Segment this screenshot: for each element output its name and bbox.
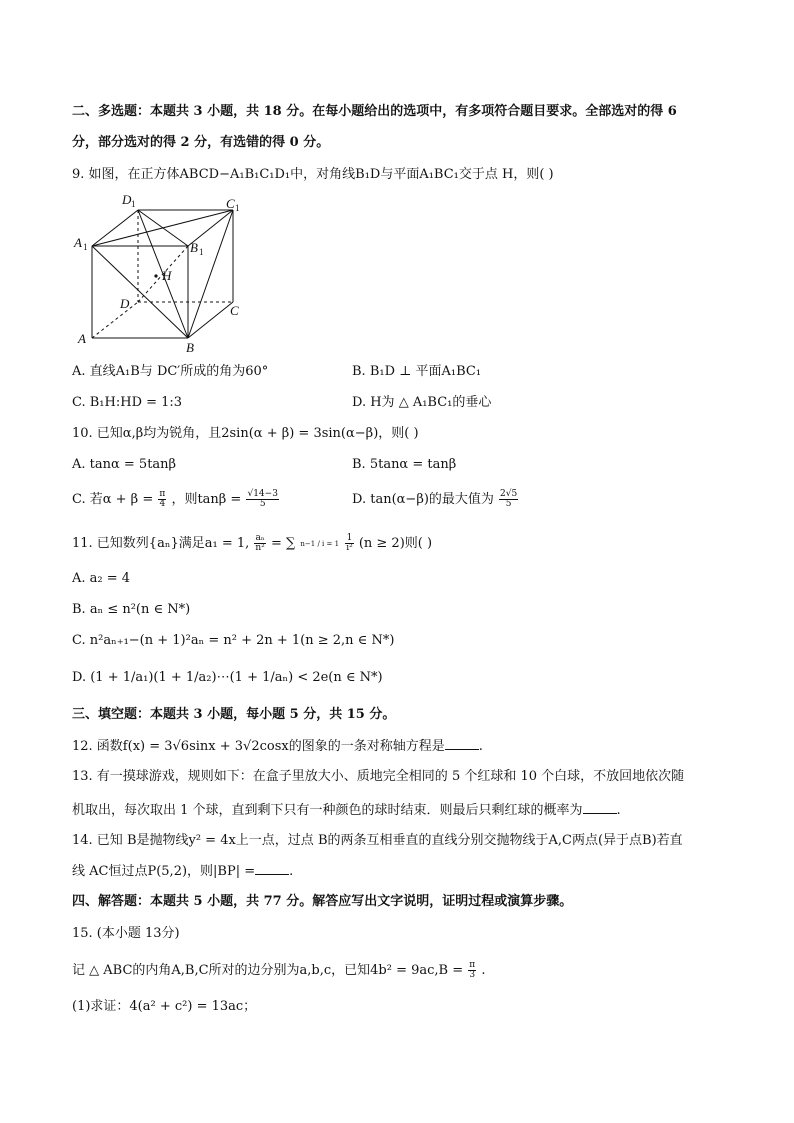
q10-option-b: B. 5tanα = tanβ <box>352 457 457 472</box>
q15-stem: 记 △ ABC的内角A,B,C所对的边分别为a,b,c，已知4b² = 9ac,B = $\frac{\pi}{3}$ . <box>72 960 486 980</box>
fraction: $\frac{\text{aₙ}}{\text{n²}}$ <box>255 533 265 553</box>
label-D: D <box>120 296 130 311</box>
q11-option-d: D. (1 + 1/a₁)(1 + 1/a₂)⋯(1 + 1/aₙ) < 2e(n ∈ N*) <box>72 670 383 685</box>
q10-stem: 10. 已知α,β均为锐角，且2sin(α + β) = 3sin(α−β)，则( ) <box>72 426 419 441</box>
fraction: $\frac{\pi}{4}$ <box>159 489 166 509</box>
label-B: B <box>186 340 194 355</box>
answer-blank <box>255 862 289 875</box>
q10-option-d: D. tan(α−β)的最大值为 $\frac{2√5}{5}$ <box>352 489 518 509</box>
label-H: H <box>162 268 172 283</box>
q15-header: 15. (本小题 13分) <box>72 926 180 941</box>
svg-text:1: 1 <box>83 242 88 252</box>
q10-option-c: C. 若α + β = $\frac{\pi}{4}$ ，则tanβ = $\frac{√14-3}{5}$ <box>72 489 278 509</box>
svg-text:1: 1 <box>199 247 204 257</box>
question-12: 12. 函数f(x) = 3√6sinx + 3√2cosx的图象的一条对称轴方程是 . <box>72 739 483 754</box>
q9-option-c: C. B₁H:HD = 1:3 <box>72 395 183 410</box>
q14-line1: 14. 已知 B是抛物线y² = 4x上一点，过点 B的两条互相垂直的直线分别交抛物线于A,C两点(异于点B)若直 <box>72 833 683 848</box>
point-H <box>154 274 157 277</box>
q13-line1: 13. 有一摸球游戏，规则如下：在盒子里放大小、质地完全相同的 5 个红球和 10 个白球，不放回地依次随 <box>72 769 685 784</box>
svg-text:1: 1 <box>235 203 240 213</box>
q9-option-a: A. 直线A₁B与 DC′所成的角为60° <box>72 364 269 379</box>
q11-option-c: C. n²aₙ₊₁−(n + 1)²aₙ = n² + 2n + 1(n ≥ 2,n ∈ N*) <box>72 633 395 648</box>
fraction: $\frac{1}{\text{i²}}$ <box>346 533 353 553</box>
fraction: $\frac{\pi}{3}$ <box>469 960 476 980</box>
section2-line1: 二、多选题：本题共 3 小题，共 18 分。在每小题给出的选项中，有多项符合题目要求。全部选对的得 6 <box>72 104 677 119</box>
label-B1: B <box>190 240 198 255</box>
label-A: A <box>78 331 86 346</box>
label-C: C <box>230 303 239 318</box>
q9-option-d: D. H为 △ A₁BC₁的垂心 <box>352 395 492 410</box>
section2-line2: 分，部分选对的得 2 分，有选错的得 0 分。 <box>72 135 330 150</box>
q13-line2: 机取出，每次取出 1 个球，直到剩下只有一种颜色的球时结束．则最后只剩红球的概率为 . <box>72 803 621 818</box>
section4-header: 四、解答题：本题共 5 小题，共 77 分。解答应写出文字说明，证明过程或演算步骤。 <box>72 894 573 909</box>
sum-limits: n−1 / i = 1 <box>300 539 340 548</box>
answer-blank <box>583 801 617 814</box>
cube-figure <box>70 190 250 355</box>
q9-option-b: B. B₁D ⊥ 平面A₁BC₁ <box>352 364 482 379</box>
answer-blank <box>445 737 479 750</box>
q14-line2: 线 AC恒过点P(5,2)，则|BP| = . <box>72 864 294 879</box>
q11-option-a: A. a₂ = 4 <box>72 571 131 586</box>
q11-stem: 11. 已知数列{aₙ}满足a₁ = 1, $\frac{\text{aₙ}}{\text{n²}}$ = ∑ n−1 / i = 1 $\frac{1}{\text{i²}}$ (n ≥ 2)则( ) <box>72 533 433 553</box>
label-A1: A <box>74 235 82 250</box>
fraction: $\frac{√14-3}{5}$ <box>247 489 278 509</box>
svg-text:1: 1 <box>131 199 136 209</box>
fraction: $\frac{2√5}{5}$ <box>500 489 518 509</box>
q10-option-a: A. tanα = 5tanβ <box>72 457 177 472</box>
q15-part1: (1)求证：4(a² + c²) = 13ac； <box>72 999 257 1014</box>
section3-header: 三、填空题：本题共 3 小题，每小题 5 分，共 15 分。 <box>72 707 396 722</box>
q11-option-b: B. aₙ ≤ n²(n ∈ N*) <box>72 602 191 617</box>
label-D1: D <box>122 192 132 207</box>
q9-stem: 9. 如图，在正方体ABCD−A₁B₁C₁D₁中，对角线B₁D与平面A₁BC₁交于点 H，则( ) <box>72 167 554 182</box>
label-C1: C <box>226 196 235 211</box>
